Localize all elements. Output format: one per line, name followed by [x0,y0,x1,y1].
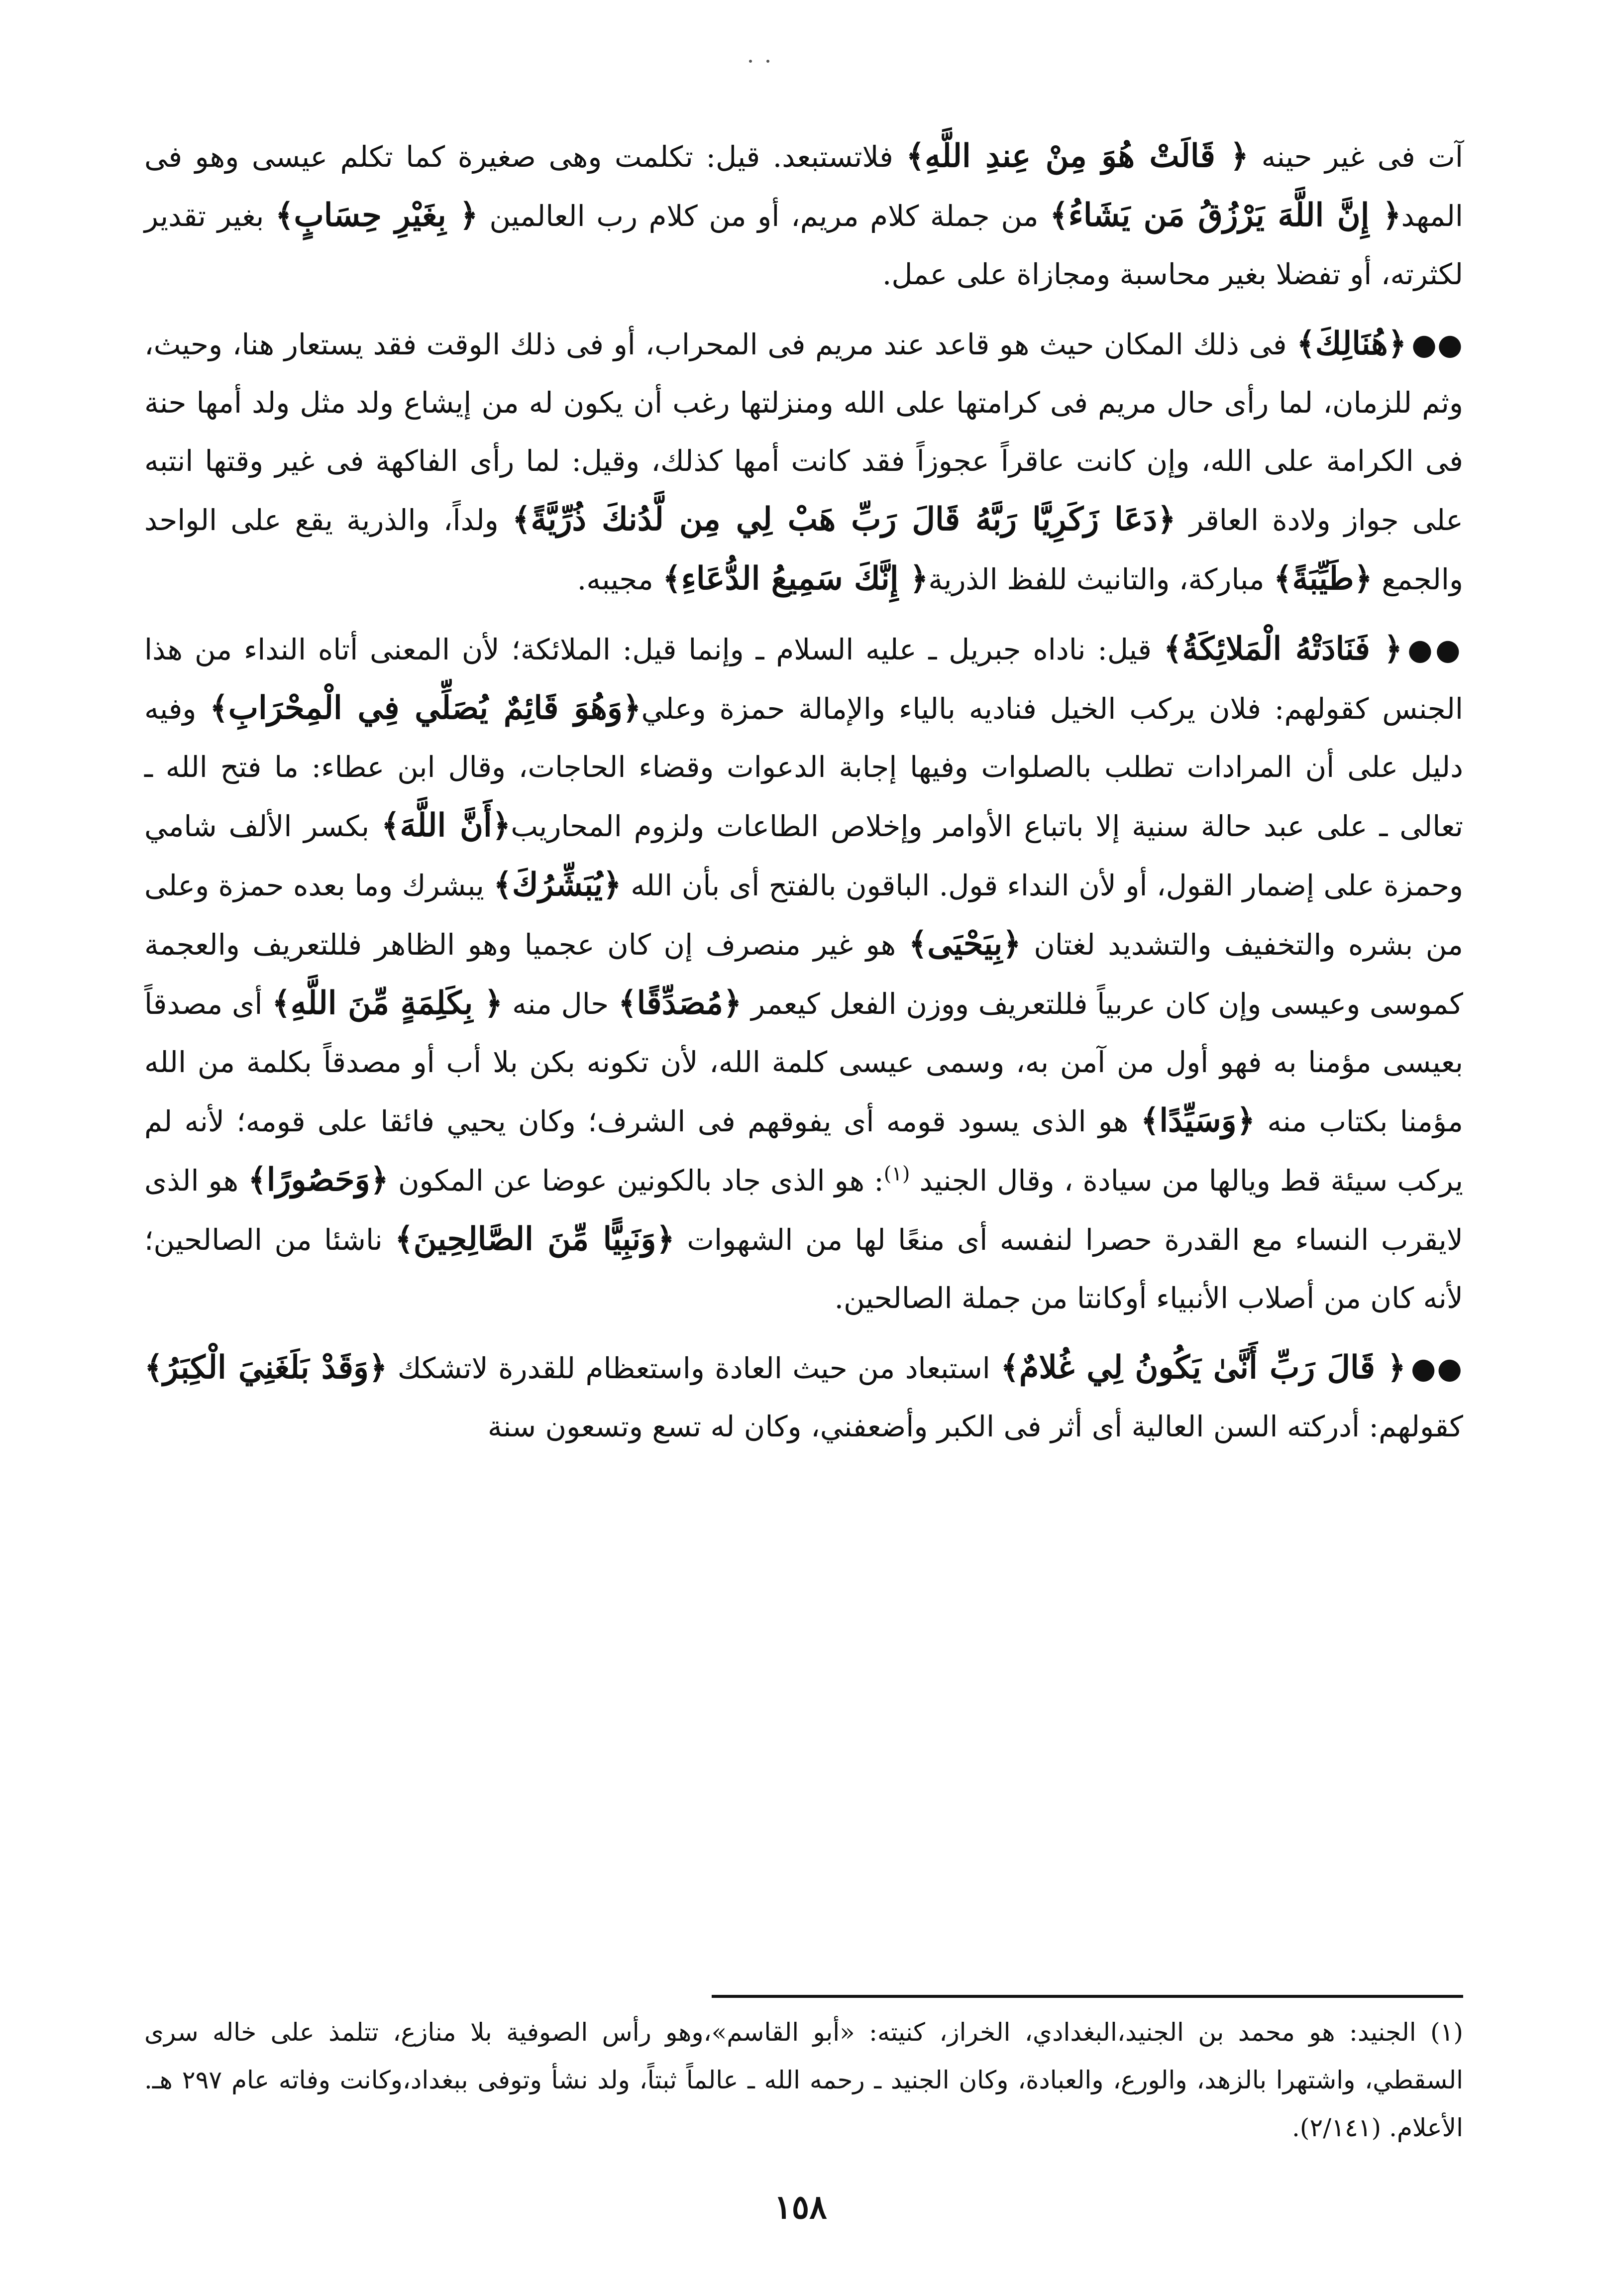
footnote-separator [712,1995,1463,1998]
quran-verse: ﴿وَنَبِيًّا مِّنَ الصَّالِحِينَ﴾ [395,1220,675,1258]
main-text-block [144,127,1463,1467]
commentary-text: بغير تقدير لكثرته، أو تفضلا بغير محاسبة ومجازاة على عمل. [144,199,1463,291]
quran-verse: ﴿ إِنَّ اللَّهَ يَرْزُقُ مَن يَشَاءُ﴾ [1050,197,1401,234]
commentary-text: قيل: ناداه جبريل ـ عليه السلام ـ وإنما قيل: الملائكة؛ لأن المعنى أتاه النداء من هذا الجنس كقولهم: فلان يركب الخيل فناديه بالياء والإمالة حمزة وعلي [144,633,1463,726]
paragraph [144,620,1463,1327]
quran-verse: ﴿مُصَدِّقًا﴾ [618,984,742,1022]
commentary-text: هو الذى لايقرب النساء مع القدرة حصرا لنفسه أى منعًا لها من الشهوات [144,1164,1463,1257]
commentary-text: فلاتستبعد. قيل: تكلمت وهى صغيرة كما تكلم عيسى وهو فى المهد [144,140,1464,233]
quran-verse: ﴿وَسَيِّدًا﴾ [1140,1102,1256,1139]
quran-verse: ﴿بِيَحْيَى﴾ [908,925,1021,963]
quran-verse: ﴿هُنَالِكَ﴾ [1296,325,1407,362]
commentary-text: حال منه [503,987,619,1021]
commentary-text: ولداً، والذرية يقع على الواحد والجمع [144,503,1463,596]
commentary-text: هو غير منصرف إن كان عجميا وهو الظاهر فللتعريف والعجمة كموسى وعيسى وإن كان عربياً فللتعريف ووزن الفعل كيعمر [144,928,1464,1021]
commentary-text: أى مصدقاً بعيسى مؤمنا به فهو أول من آمن به، وسمى عيسى كلمة الله، لأن تكونه بكن بلا أب أو مصدقاً بكلمة من الله مؤمنا بكتاب منه [144,987,1463,1138]
quran-verse: ﴿ إِنَّكَ سَمِيعُ الدُّعَاءِ﴾ [662,560,929,597]
quran-verse: ﴿ قَالَتْ هُوَ مِنْ عِندِ اللَّهِ﴾ [906,137,1249,175]
bullet-marker: ●● [1410,1351,1464,1385]
quran-verse: ﴿وَحَصُورًا﴾ [248,1161,389,1199]
commentary-text: بكسر الألف شامي وحمزة على إضمار القول، أو لأن النداء قول. الباقون بالفتح أى بأن الله [144,809,1464,902]
commentary-text: استبعاد من حيث العادة واستعظام للقدرة لاتشكك [387,1351,1001,1385]
quran-verse: ﴿يُبَشِّرُكَ﴾ [493,866,622,903]
commentary-text: يبشرك وما بعده حمزة وعلى من بشره والتخفيف والتشديد لغتان [144,869,1463,962]
quran-verse: ﴿أَنَّ اللَّهَ﴾ [381,807,511,844]
page-number: ١٥٨ [774,2187,827,2226]
quran-verse: ﴿وَهُوَ قَائِمٌ يُصَلِّي فِي الْمِحْرَابِ﴾ [210,689,641,727]
commentary-text: مجيبه. [577,562,663,596]
paragraph [144,1338,1463,1456]
footnote: (١) الجنيد: هو محمد بن الجنيد،البغدادي، الخراز، كنيته: «أبو القاسم»،وهو رأس الصوفية بلا منازع، تتلمذ على خاله سرى السقطي، واشتهرا بالزهد، والورع، والعبادة، وكان الجنيد ـ رحمه الله ـ عالماً ثبتاً، ولد نشأ وتوفى ببغداد،وكانت وفاته عام ٢٩٧ هـ. الأعلام. (٢/١٤١). [144,2018,1463,2142]
quran-verse: ﴿ قَالَ رَبِّ أَنَّىٰ يَكُونُ لِي غُلامٌ﴾ [1000,1349,1406,1386]
quran-verse: ﴿ بِغَيْرِ حِسَابٍ﴾ [275,197,478,234]
bullet-marker: ●● [1407,633,1464,666]
commentary-text: آت فى غير حينه [1248,140,1464,174]
quran-verse: ﴿دَعَا زَكَرِيَّا رَبَّهُ قَالَ رَبِّ هَبْ لِي مِن لَّدُنكَ ذُرِّيَّةً﴾ [512,501,1176,538]
bullet-marker: ●● [1411,328,1463,361]
quran-verse: ﴿ بِكَلِمَةٍ مِّنَ اللَّهِ﴾ [272,984,503,1022]
commentary-text: هو الذى يسود قومه أى يفوقهم فى الشرف؛ وكان يحيي فائقا على قومه؛ لأنه لم يركب سيئة قط ويالها من سيادة ، وقال الجنيد [144,1104,1463,1198]
commentary-text: : هو الذى جاد بالكونين عوضا عن المكون [388,1164,884,1198]
footnote-reference: (١) [883,1162,910,1186]
quran-verse: ﴿ فَنَادَتْهُ الْمَلائِكَةُ﴾ [1163,630,1403,667]
commentary-text: وفيه دليل على أن المرادات تطلب بالصلوات وفيها إجابة الدعوات وقضاء الحاجات، وقال ابن عطاء: ما فتح الله ـ تعالى ـ على عبد حالة سنية إلا باتباع الأوامر وإخلاص الطاعات ولزوم المحاريب [144,692,1464,843]
paragraph [144,127,1463,304]
commentary-text: كقولهم: أدركته السن العالية أى أثر فى الكبر وأضعفني، وكان له تسع وتسعون سنة [487,1410,1463,1443]
quran-verse: ﴿طَيِّبَةً﴾ [1274,560,1373,597]
paragraph [144,315,1463,609]
commentary-text: ناشئا من الصالحين؛ لأنه كان من أصلاب الأنبياء أوكانتا من جملة الصالحين. [144,1223,1463,1315]
scan-speck [749,60,752,63]
commentary-text: مباركة، والتانيث للفظ الذرية [928,562,1274,596]
commentary-text: فى ذلك المكان حيث هو قاعد عند مريم فى المحراب، أو فى ذلك الوقت فقد يستعار هنا، وحيث، وثم للزمان، لما رأى حال مريم فى كرامتها على الله ومنزلتها رغب أن يكون له من إيشاع ولد مثل ولد أمها حنة فى الكرامة على الله، وإن كانت عاقراً عجوزاً فقد كانت أمها كذلك، وقيل: لما رأى الفاكهة فى غير وقتها انتبه على جواز ولادة العاقر [144,328,1464,537]
quran-verse: ﴿وَقَدْ بَلَغَنِيَ الْكِبَرُ﴾ [144,1349,388,1386]
commentary-text: من جملة كلام مريم، أو من كلام رب العالمين [478,199,1050,233]
scan-speck [766,60,769,63]
